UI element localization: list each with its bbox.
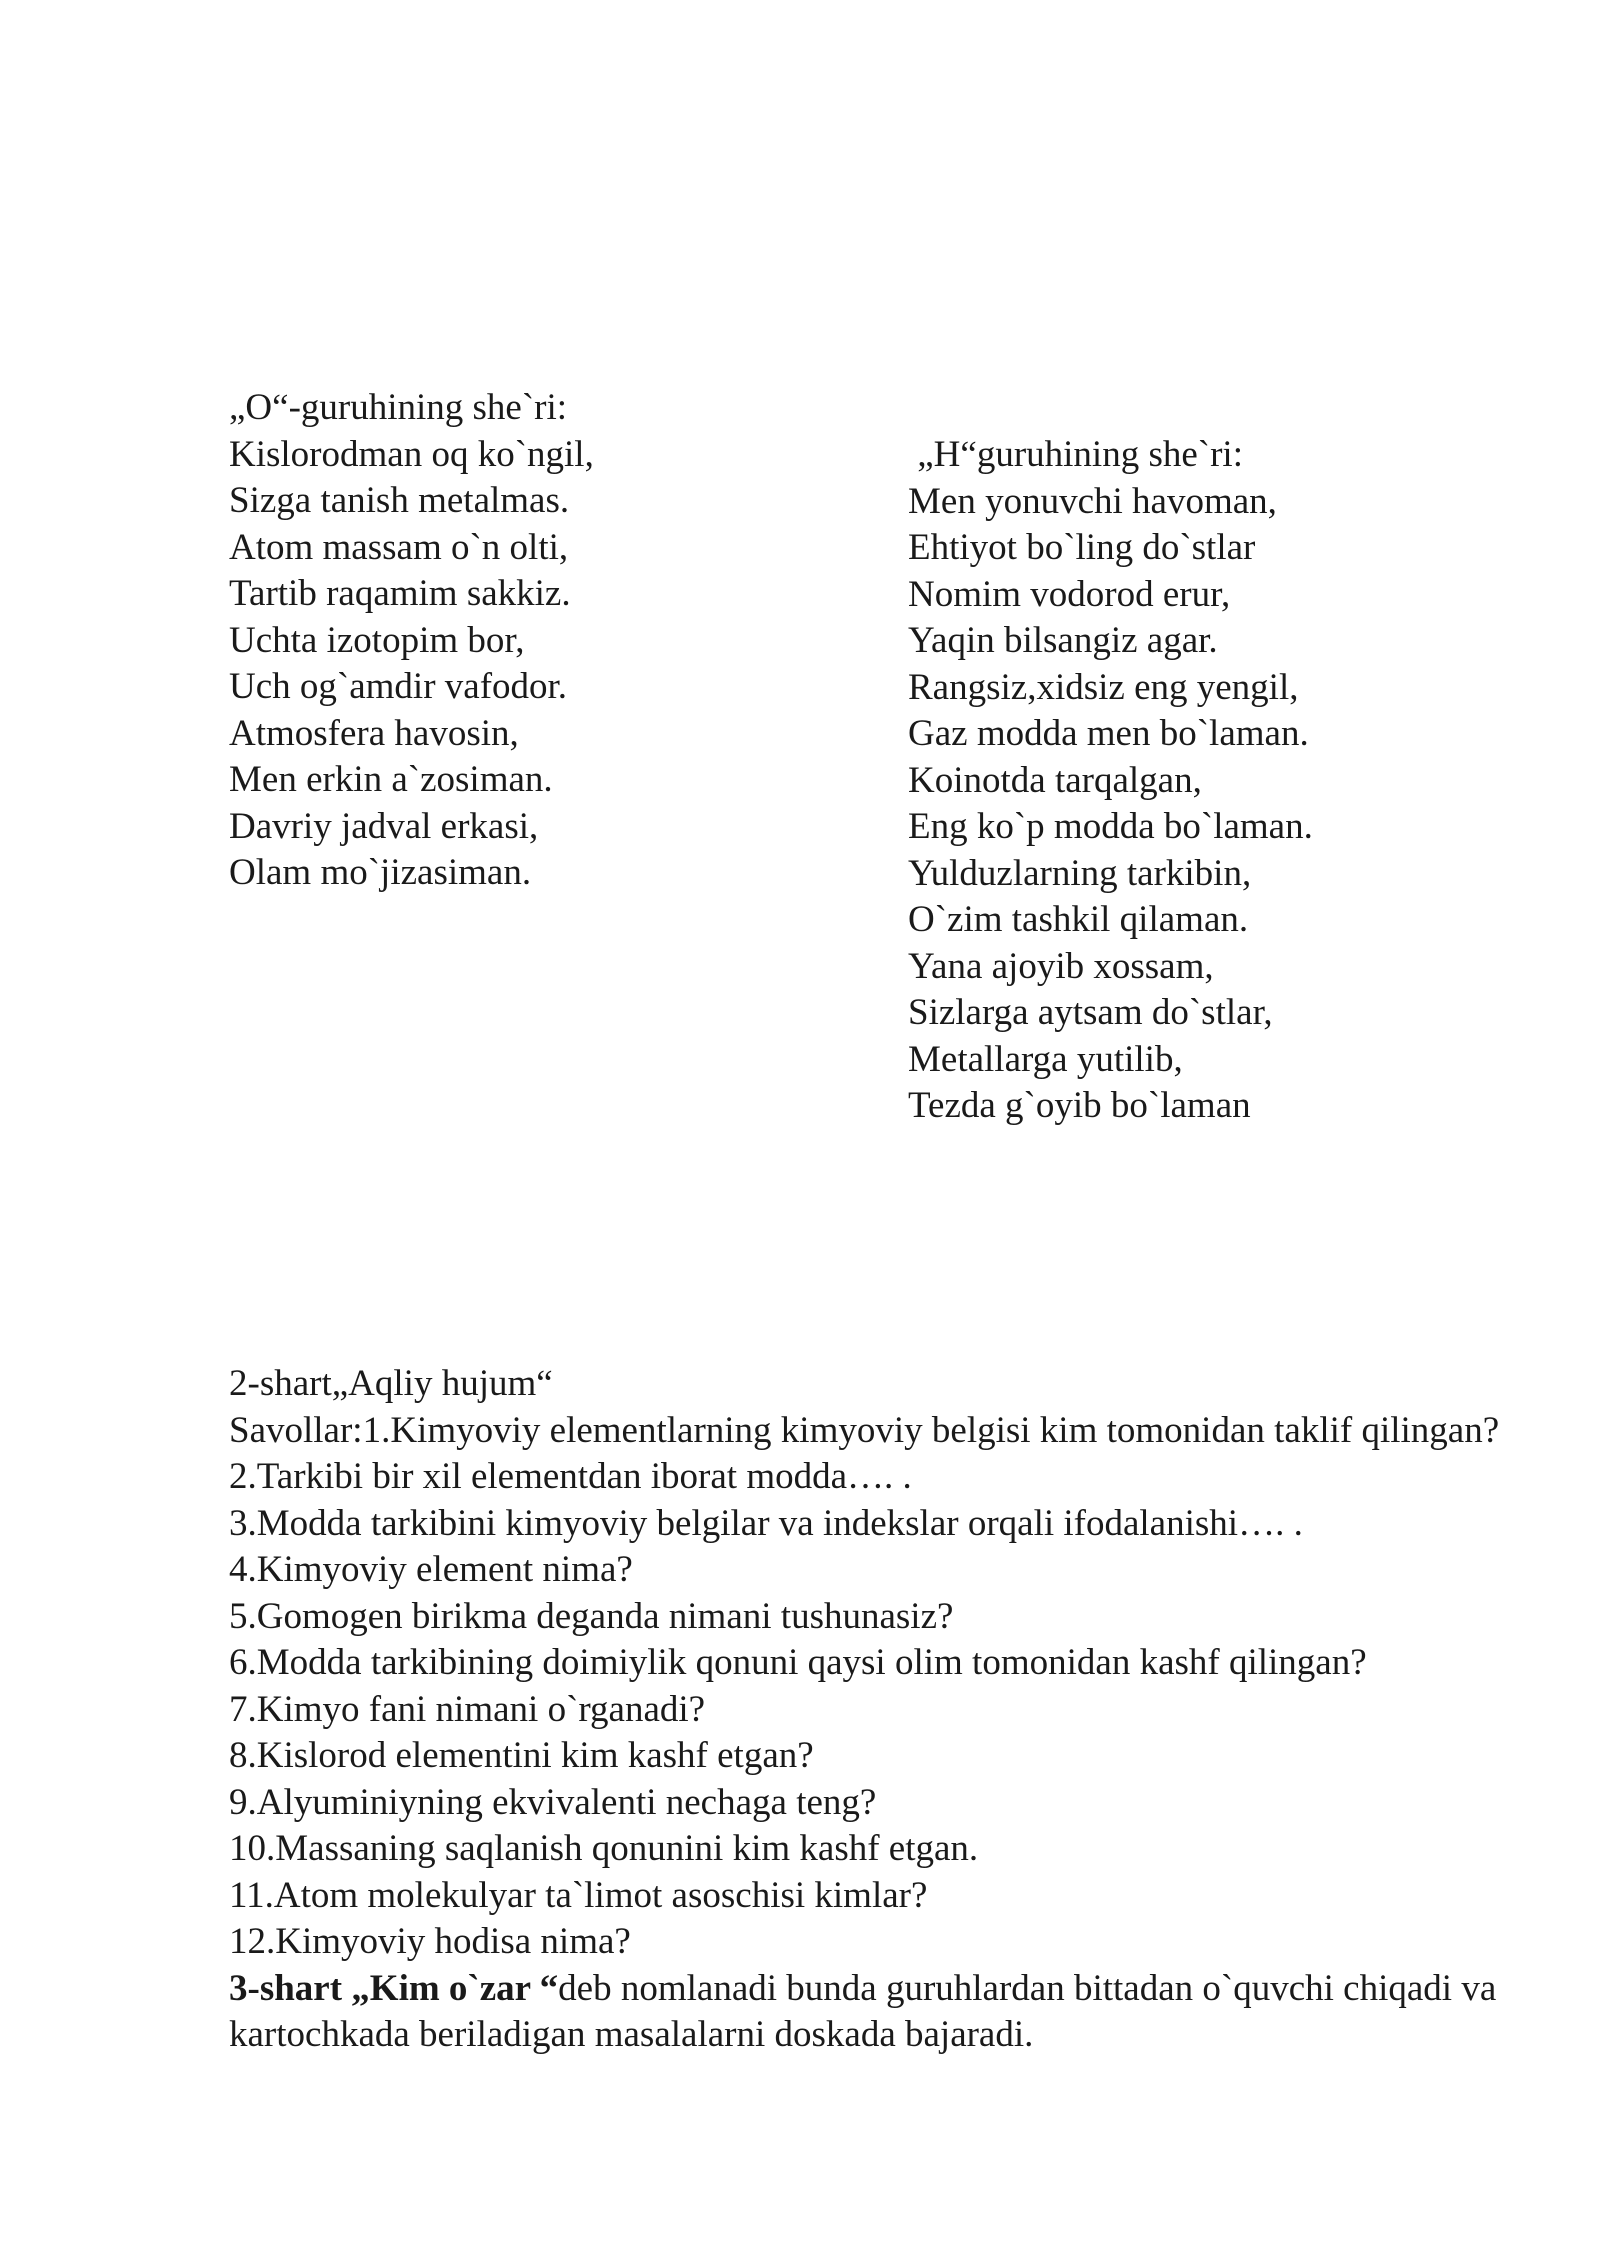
poem-line: Tartib raqamim sakkiz. <box>229 573 571 614</box>
question-item: 9.Alyuminiyning ekvivalenti nechaga teng? <box>229 1781 877 1823</box>
questions-intro: Savollar:1.Kimyoviy elementlarning kimyoviy belgisi kim tomonidan taklif qilingan? <box>229 1409 1500 1451</box>
poem-line: Men yonuvchi havoman, <box>908 480 1277 522</box>
question-item: 4.Kimyoviy element nima? <box>229 1549 633 1590</box>
question-item: 3.Modda tarkibini kimyoviy belgilar va indekslar orqali ifodalanishi…. . <box>229 1502 1303 1544</box>
question-item: 12.Kimyoviy hodisa nima? <box>229 1921 631 1962</box>
poem-line: Sizga tanish metalmas. <box>229 480 570 521</box>
poem-h-title: „H“guruhining she`ri: <box>908 434 1243 475</box>
poem-line: Nomim vodorod erur, <box>908 573 1231 615</box>
section3-body: deb nomlanadi bunda guruhlardan bittadan o`quvchi chiqadi va kartochkada beriladigan masalalarni doskada bajaradi. <box>229 1967 1497 2055</box>
question-item: 10.Massaning saqlanish qonunini kim kashf etgan. <box>229 1828 979 1869</box>
section3-title: 3-shart „Kim o`zar “ <box>229 1967 559 2009</box>
poem-line: Rangsiz,xidsiz eng yengil, <box>908 666 1299 708</box>
question-item: 2.Tarkibi bir xil elementdan iborat modda…. . <box>229 1456 912 1497</box>
poem-line: O`zim tashkil qilaman. <box>908 899 1249 940</box>
poem-o-group <box>229 385 594 897</box>
poem-line: Uchta izotopim bor, <box>229 619 525 661</box>
poem-line: Gaz modda men bo`laman. <box>908 713 1309 754</box>
question-item: 8.Kislorod elementini kim kashf etgan? <box>229 1735 814 1776</box>
poem-line: Men erkin a`zosiman. <box>229 759 553 800</box>
poem-line: Yaqin bilsangiz agar. <box>908 620 1218 661</box>
poem-line: Olam mo`jizasiman. <box>229 852 532 893</box>
question-item: 11.Atom molekulyar ta`limot asoschisi kimlar? <box>229 1874 928 1916</box>
section-aqliy-hujum <box>229 1361 1519 2059</box>
poem-line: Yana ajoyib xossam, <box>908 945 1214 987</box>
poem-line: Atmosfera havosin, <box>229 712 519 754</box>
poem-line: Atom massam o`n olti, <box>229 526 569 568</box>
section2-heading: 2-shart„Aqliy hujum“ <box>229 1363 553 1404</box>
poem-h-group <box>908 432 1313 1130</box>
poem-line: Uch og`amdir vafodor. <box>229 666 568 707</box>
poem-o-title: „O“-guruhining she`ri: <box>229 387 568 428</box>
poem-line: Metallarga yutilib, <box>908 1038 1183 1080</box>
question-item: 7.Kimyo fani nimani o`rganadi? <box>229 1688 706 1730</box>
poem-line: Tezda g`oyib bo`laman <box>908 1085 1251 1126</box>
poem-line: Yulduzlarning tarkibin, <box>908 852 1252 894</box>
question-item: 5.Gomogen birikma deganda nimani tushunasiz? <box>229 1595 954 1637</box>
poem-line: Koinotda tarqalgan, <box>908 759 1202 801</box>
poem-line: Eng ko`p modda bo`laman. <box>908 806 1313 847</box>
section3-paragraph <box>229 1966 1519 2059</box>
question-item: 6.Modda tarkibining doimiylik qonuni qaysi olim tomonidan kashf qilingan? <box>229 1642 1367 1683</box>
poem-line: Ehtiyot bo`ling do`stlar <box>908 527 1256 568</box>
poem-line: Kislorodman oq ko`ngil, <box>229 433 594 475</box>
poem-line: Sizlarga aytsam do`stlar, <box>908 992 1273 1033</box>
poem-line: Davriy jadval erkasi, <box>229 805 539 847</box>
